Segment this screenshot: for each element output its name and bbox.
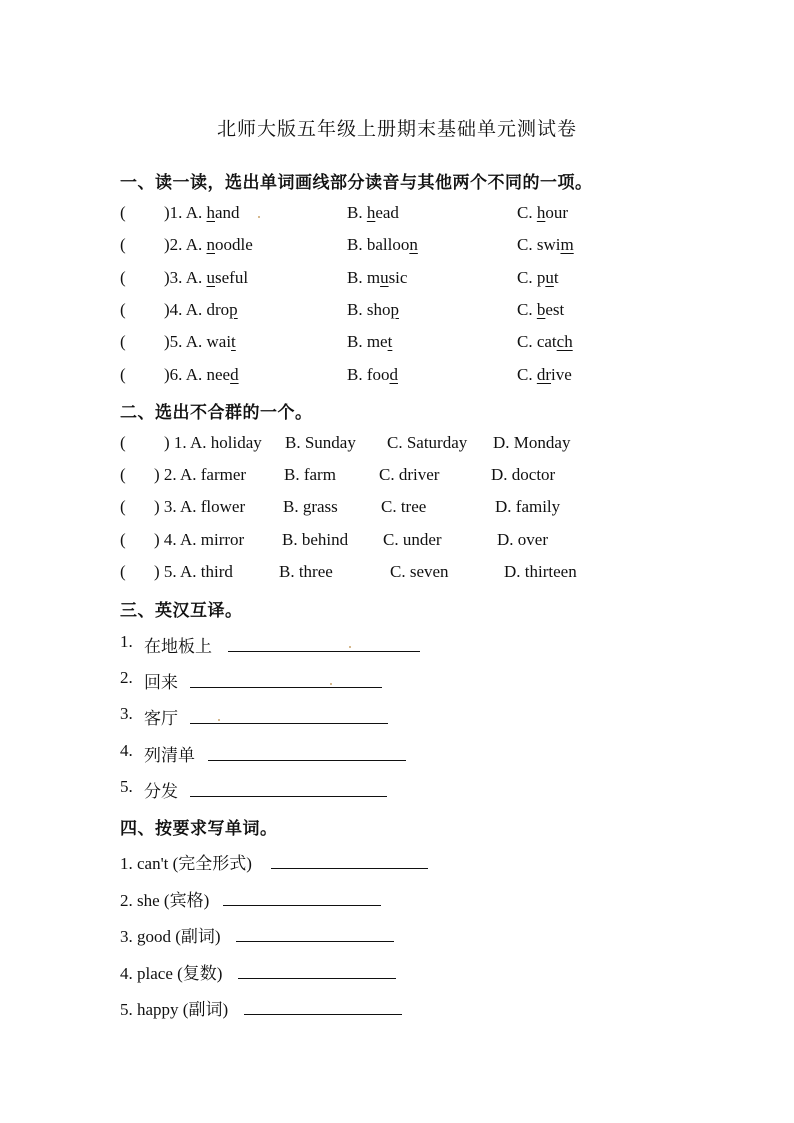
answer-blank[interactable] — [244, 1014, 402, 1015]
answer-paren[interactable]: ( — [120, 529, 126, 549]
question-number: )6. A. — [164, 364, 207, 384]
item-number: 5. — [120, 776, 133, 796]
answer-paren[interactable]: ( — [120, 561, 126, 581]
option-b: B. three — [279, 561, 333, 581]
section-4-heading: 四、按要求写单词。 — [120, 819, 278, 839]
word-part: B. sho — [347, 299, 391, 319]
option-b: B. farm — [284, 465, 336, 485]
underlined-letters: d — [389, 364, 398, 384]
question-row — [120, 433, 720, 457]
translation-row — [120, 668, 720, 692]
word-part: oodle — [215, 235, 253, 255]
option-d: D. family — [495, 497, 561, 517]
answer-blank[interactable] — [223, 905, 381, 906]
word-form-row — [120, 995, 720, 1019]
translation-row — [120, 777, 720, 801]
underlined-letters: h — [536, 203, 546, 222]
answer-paren[interactable]: ( — [120, 235, 126, 255]
translation-row — [120, 741, 720, 765]
word-form-row — [120, 959, 720, 983]
underlined-letters: n — [409, 235, 418, 255]
word-part: nee — [206, 364, 231, 384]
question-row — [120, 530, 720, 554]
item-number: 3. — [120, 704, 133, 724]
underlined-letters: u — [545, 267, 554, 287]
underlined-letters: m — [560, 235, 574, 255]
option-b: B. grass — [283, 497, 338, 517]
speck — [330, 683, 332, 685]
word-part: C. p — [517, 267, 546, 287]
option-c — [517, 332, 573, 352]
underlined-letters: n — [206, 235, 215, 255]
option-a — [164, 332, 236, 352]
word-part: est — [545, 299, 565, 319]
underlined-letters: u — [380, 267, 389, 287]
question-number: )4. A. — [164, 299, 207, 319]
question-number: )2. A. — [164, 235, 207, 255]
translation-row — [120, 704, 720, 728]
word-part: dro — [206, 299, 230, 319]
option-a — [164, 365, 239, 385]
question-row — [120, 365, 720, 389]
word-part: C. — [517, 299, 537, 319]
option-c — [517, 203, 568, 223]
answer-blank[interactable] — [190, 796, 387, 797]
underlined-letters: t — [231, 332, 236, 352]
answer-paren[interactable]: ( — [120, 497, 126, 517]
word-form-row — [120, 849, 720, 873]
answer-paren[interactable]: ( — [120, 433, 126, 452]
option-a: ) 3. A. flower — [154, 497, 246, 517]
prompt-text: 4. place (复数) — [120, 963, 223, 983]
answer-blank[interactable] — [208, 760, 406, 761]
underlined-letters: t — [387, 332, 393, 352]
underlined-letters: p — [229, 299, 238, 319]
word-part: B. balloo — [347, 235, 410, 255]
prompt-text: 5. happy (副词) — [120, 1000, 229, 1020]
answer-blank[interactable] — [228, 651, 420, 652]
option-a: ) 2. A. farmer — [154, 465, 247, 485]
page-title: 北师大版五年级上册期末基础单元测试卷 — [216, 118, 577, 140]
word-part: sic — [388, 267, 408, 287]
word-part: B. — [347, 203, 367, 222]
word-part: C. cat — [517, 332, 557, 352]
question-row — [120, 235, 720, 259]
word-part: our — [545, 203, 569, 222]
speck — [218, 719, 220, 721]
answer-paren[interactable]: ( — [120, 299, 126, 319]
answer-blank[interactable] — [238, 978, 396, 979]
prompt-text: 回来 — [144, 673, 178, 694]
answer-paren[interactable]: ( — [120, 465, 126, 485]
option-a — [164, 300, 238, 320]
underlined-letters: ch — [556, 332, 573, 352]
option-a — [164, 235, 253, 255]
option-b — [347, 235, 418, 255]
word-part: C. — [517, 203, 537, 222]
option-b: B. Sunday — [285, 433, 356, 452]
word-part: ead — [375, 203, 399, 222]
option-b — [347, 268, 407, 288]
question-number: )3. A. — [164, 267, 207, 287]
prompt-text: 在地板上 — [144, 637, 212, 657]
question-number: )5. A. — [164, 332, 207, 352]
option-b — [347, 203, 399, 223]
option-a — [164, 268, 248, 288]
speck — [258, 216, 260, 218]
question-number: )1. A. — [164, 203, 207, 222]
section-1-heading: 一、读一读，选出单词画线部分读音与其他两个不同的一项。 — [120, 173, 593, 193]
option-d: D. thirteen — [504, 561, 577, 581]
item-number: 2. — [120, 668, 133, 688]
option-a: ) 5. A. third — [154, 561, 233, 581]
option-c: C. seven — [390, 561, 449, 581]
question-row — [120, 268, 720, 292]
prompt-text: 1. can't (完全形式) — [120, 854, 252, 873]
word-part: ive — [551, 364, 572, 384]
word-part: t — [553, 267, 559, 287]
option-c — [517, 300, 564, 320]
answer-blank[interactable] — [271, 868, 428, 869]
underlined-letters: d — [230, 364, 239, 384]
speck — [349, 646, 351, 648]
prompt-text: 客厅 — [144, 709, 178, 730]
option-c: C. under — [383, 529, 442, 549]
prompt-text: 2. she (宾格) — [120, 890, 210, 910]
question-row — [120, 300, 720, 324]
option-d: D. over — [497, 529, 548, 549]
word-part: C. — [517, 364, 537, 384]
underlined-letters: p — [390, 299, 399, 319]
underlined-letters: dr — [536, 364, 552, 384]
option-b — [347, 332, 392, 352]
option-a: ) 1. A. holiday — [164, 433, 262, 452]
answer-blank[interactable] — [190, 687, 382, 688]
underlined-letters: h — [366, 203, 376, 222]
option-c — [517, 365, 572, 385]
option-a: ) 4. A. mirror — [154, 529, 245, 549]
word-part: B. foo — [347, 364, 390, 384]
answer-blank[interactable] — [236, 941, 394, 942]
answer-paren[interactable]: ( — [120, 364, 126, 384]
word-part: C. swi — [517, 235, 561, 255]
answer-blank[interactable] — [190, 723, 388, 724]
item-number: 4. — [120, 740, 133, 760]
option-c: C. Saturday — [387, 433, 468, 452]
item-number: 1. — [120, 632, 133, 651]
word-part: B. m — [347, 267, 381, 287]
option-c: C. driver — [379, 465, 440, 485]
section-3-heading: 三、英汉互译。 — [120, 601, 243, 621]
word-part: seful — [215, 267, 249, 287]
word-form-row — [120, 886, 720, 910]
prompt-text: 3. good (副词) — [120, 927, 221, 947]
option-a — [164, 203, 240, 223]
underlined-letters: h — [206, 203, 215, 222]
word-part: and — [215, 203, 240, 222]
section-2-heading: 二、选出不合群的一个。 — [120, 403, 313, 423]
answer-paren[interactable]: ( — [120, 332, 126, 352]
underlined-letters: u — [206, 267, 215, 287]
answer-paren[interactable]: ( — [120, 267, 126, 287]
word-form-row — [120, 922, 720, 946]
prompt-text: 分发 — [144, 781, 178, 802]
option-b: B. behind — [282, 529, 349, 549]
answer-paren[interactable]: ( — [120, 203, 126, 222]
question-row — [120, 562, 720, 586]
underlined-letters: b — [536, 299, 546, 319]
question-row — [120, 332, 720, 356]
word-part: wai — [206, 332, 232, 352]
question-row — [120, 465, 720, 489]
option-c: C. tree — [381, 497, 427, 517]
option-c — [517, 235, 574, 255]
option-b — [347, 365, 398, 385]
translation-row — [120, 632, 720, 656]
question-row — [120, 203, 720, 227]
prompt-text: 列清单 — [144, 745, 195, 766]
option-d: D. Monday — [493, 433, 571, 452]
option-d: D. doctor — [491, 465, 556, 485]
option-b — [347, 300, 399, 320]
word-part: B. me — [347, 332, 388, 352]
question-row — [120, 497, 720, 521]
option-c — [517, 268, 559, 288]
